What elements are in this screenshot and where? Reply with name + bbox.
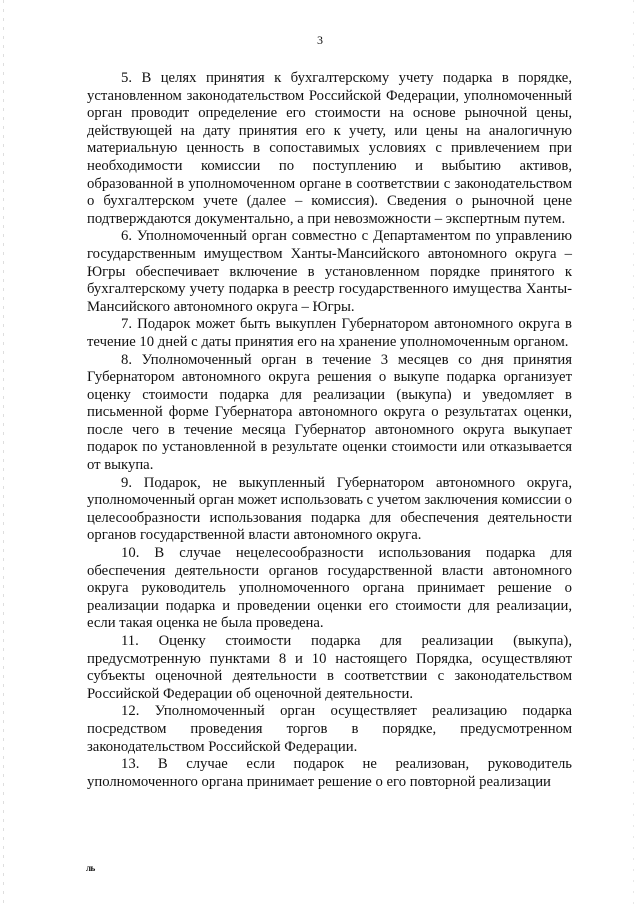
paragraph-10: 10. В случае нецелесообразности использования подарка для обеспечения деятельности органов государственной власти автономного округа руководитель уполномоченного органа принимает решение о реализации подарка и проведении оценки его стоимости для реализации, если такая оценка не была проведена. bbox=[87, 545, 572, 632]
paragraph-13: 13. В случае если подарок не реализован, руководитель уполномоченного органа принимает решение о его повторной реализации bbox=[87, 756, 572, 790]
document-body bbox=[87, 70, 572, 791]
paragraph-8: 8. Уполномоченный орган в течение 3 месяцев со дня принятия Губернатором автономного округа решения о выкупе подарка организует оценку стоимости подарка для реализации (выкупа) и уведомляет в письменной форме Губернатора автономного округа о результатах оценки, после чего в течение месяца Губернатор автономного округа выкупает подарок по установленной в результате оценки стоимости или отказывается от выкупа. bbox=[87, 351, 572, 474]
paragraph-7: 7. Подарок может быть выкуплен Губернатором автономного округа в течение 10 дней с даты принятия его на хранение уполномоченным органом. bbox=[87, 316, 572, 350]
page-number: 3 bbox=[317, 33, 323, 47]
footer-mark: ль bbox=[86, 863, 95, 873]
paragraph-5: 5. В целях принятия к бухгалтерскому учету подарка в порядке, установленном законодательством Российской Федерации, уполномоченный орган проводит определение его стоимости на основе рыночной цены, действующей на дату принятия его к учету, или цены на аналогичную материальную ценность в сопоставимых условиях с привлечением при необходимости комиссии по поступлению и выбытию активов, образованной в уполномоченном органе в соответствии с законодательством о бухгалтерском учете (далее – комиссия). Сведения о рыночной цене подтверждаются документально, а при невозможности – экспертным путем. bbox=[87, 70, 572, 227]
scan-edge-left bbox=[3, 0, 4, 905]
paragraph-9: 9. Подарок, не выкупленный Губернатором автономного округа, уполномоченный орган может использовать с учетом заключения комиссии о целесообразности использования подарка для обеспечения деятельности органов государственной власти автономного округа. bbox=[87, 474, 572, 544]
paragraph-12: 12. Уполномоченный орган осуществляет реализацию подарка посредством проведения торгов в порядке, предусмотренном законодательством Российской Федерации. bbox=[87, 703, 572, 755]
paragraph-6: 6. Уполномоченный орган совместно с Департаментом по управлению государственным имуществом Ханты-Мансийского автономного округа – Югры обеспечивает включение в установленном порядке принятого к бухгалтерскому учету подарка в реестр государственного имущества Ханты-Мансийского автономного округа – Югры. bbox=[87, 228, 572, 315]
scan-edge-right bbox=[633, 0, 634, 905]
paragraph-11: 11. Оценку стоимости подарка для реализации (выкупа), предусмотренную пунктами 8 и 10 настоящего Порядка, осуществляют субъекты оценочной деятельности в соответствии с законодательством Российской Федерации об оценочной деятельности. bbox=[87, 633, 572, 702]
